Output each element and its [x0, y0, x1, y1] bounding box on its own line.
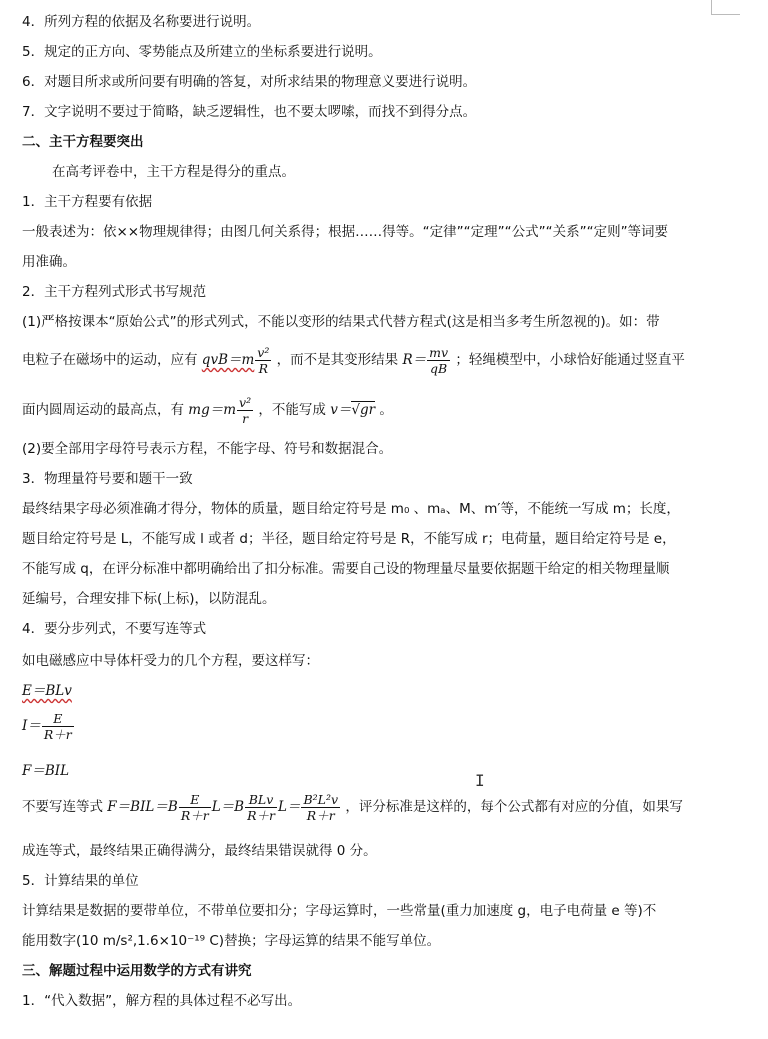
text-span: ，而不是其变形结果 [276, 352, 403, 368]
fraction [427, 345, 450, 376]
fraction [301, 792, 340, 823]
fraction-numerator: B²L²v [303, 792, 339, 807]
text-span: 电粒子在磁场中的运动，应有 [22, 352, 202, 368]
formula-text: L＝ [277, 799, 301, 815]
text-line: 不能写成 q，在评分标准中都明确给出了扣分标准。需要自己设的物理量尽量要依据题干给定的相关物理量顺 [22, 561, 670, 577]
fraction-denominator: r [242, 411, 249, 426]
text-line: 6．对题目所求或所问要有明确的答复，对所求结果的物理意义要进行说明。 [22, 74, 477, 90]
text-line-with-formula [22, 343, 746, 377]
text-line: 计算结果是数据的要带单位，不带单位要扣分；字母运算时，一些常量(重力加速度 g，电子电荷量 e 等)不 [22, 903, 657, 919]
text-line: 延编号，合理安排下标(上标)，以防混乱。 [22, 591, 276, 607]
subheading: 2．主干方程列式形式书写规范 [22, 284, 207, 300]
text-line: 在高考评卷中，主干方程是得分的重点。 [52, 164, 295, 180]
text-line: 能用数字(10 m/s²,1.6×10⁻¹⁹ C)替换；字母运算的结果不能写单位。 [22, 933, 441, 949]
text-line: (2)要全部用字母符号表示方程，不能字母、符号和数据混合。 [22, 441, 393, 457]
subheading: 1．“代入数据”，解方程的具体过程不必写出。 [22, 993, 302, 1009]
fraction [255, 345, 271, 376]
equation-f: F＝BIL [22, 763, 70, 779]
formula-v [330, 401, 375, 418]
text-span: ，不能写成 [258, 402, 331, 418]
formula-text: L＝B [211, 799, 245, 815]
subheading: 1．主干方程要有依据 [22, 194, 153, 210]
fraction-denominator: R＋r [180, 808, 209, 823]
text-span: ；轻绳模型中，小球恰好能通过竖直平 [455, 352, 685, 368]
text-line-with-formula [22, 788, 746, 826]
text-span: ，评分标准是这样的，每个公式都有对应的分值，如果写 [345, 799, 683, 815]
fraction-denominator: R＋r [43, 727, 72, 742]
text-span: 不要写连等式 [22, 799, 108, 815]
text-line: (1)严格按课本“原始公式”的形式列式，不能以变形的结果式代替方程式(这是相当多考生所忽视的)。如：带 [22, 314, 660, 330]
text-line: 4．所列方程的依据及名称要进行说明。 [22, 14, 261, 30]
fraction-denominator: R＋r [247, 808, 275, 823]
fraction-denominator: qB [430, 361, 448, 376]
formula-r [402, 345, 451, 376]
formula-text: F＝BIL＝B [107, 799, 178, 815]
formula-mg [188, 395, 254, 426]
text-line-with-formula [22, 393, 746, 427]
text-cursor-icon: I [475, 771, 485, 790]
formula-text: v＝ [330, 402, 352, 418]
fraction [237, 395, 253, 426]
fraction [179, 792, 211, 823]
fraction-numerator: v² [239, 395, 252, 410]
text-span: 面内圆周运动的最高点，有 [22, 402, 189, 418]
section-heading: 二、主干方程要突出 [22, 134, 144, 150]
fraction [245, 792, 277, 823]
text-line: 成连等式，最终结果正确得满分，最终结果错误就得 0 分。 [22, 843, 377, 859]
text-line: 如电磁感应中导体杆受力的几个方程，要这样写： [22, 653, 319, 669]
formula-text: I＝ [22, 718, 41, 734]
text-line: 5．规定的正方向、零势能点及所建立的坐标系要进行说明。 [22, 44, 382, 60]
fraction-numerator: E [42, 711, 74, 727]
fraction-numerator: mv [429, 345, 449, 360]
text-line: 最终结果字母必须准确才得分，物体的质量，题目给定符号是 m₀ 、mₐ、M、m′等，不能统一写成 m；长度， [22, 501, 680, 517]
subheading: 5．计算结果的单位 [22, 873, 139, 889]
fraction-denominator: R＋r [306, 808, 335, 823]
text-span: 。 [379, 402, 393, 418]
text-line: 题目给定符号是 L，不能写成 l 或者 d；半径，题目给定符号是 R，不能写成 r；电荷量，题目给定符号是 e， [22, 531, 676, 547]
fraction-denominator: R [258, 361, 269, 376]
formula-sqrt: √gr [351, 402, 376, 418]
formula-text: mg＝m [188, 402, 237, 418]
formula-text: E＝BLv [22, 683, 72, 699]
formula-text: qvB＝m [201, 352, 255, 368]
equation-e [22, 682, 746, 700]
equation-i [22, 708, 746, 744]
formula-text: R＝ [402, 352, 427, 368]
text-line: 一般表述为：依××物理规律得；由图几何关系得；根据……得等。“定律”“定理”“公式”“关系”“定则”等词要 [22, 224, 669, 240]
formula-qvb [201, 345, 273, 376]
formula-chain [107, 792, 341, 823]
fraction-numerator: BLv [245, 792, 277, 808]
text-line: 用准确。 [22, 254, 76, 270]
text-line: 7．文字说明不要过于简略，缺乏逻辑性，也不要太啰嗦，而找不到得分点。 [22, 104, 477, 120]
subheading: 3．物理量符号要和题干一致 [22, 471, 193, 487]
fraction [42, 711, 74, 742]
section-heading: 三、解题过程中运用数学的方式有讲究 [22, 963, 252, 979]
subheading: 4．要分步列式，不要写连等式 [22, 621, 207, 637]
fraction-numerator: E [179, 792, 211, 808]
fraction-numerator: v² [257, 345, 270, 360]
